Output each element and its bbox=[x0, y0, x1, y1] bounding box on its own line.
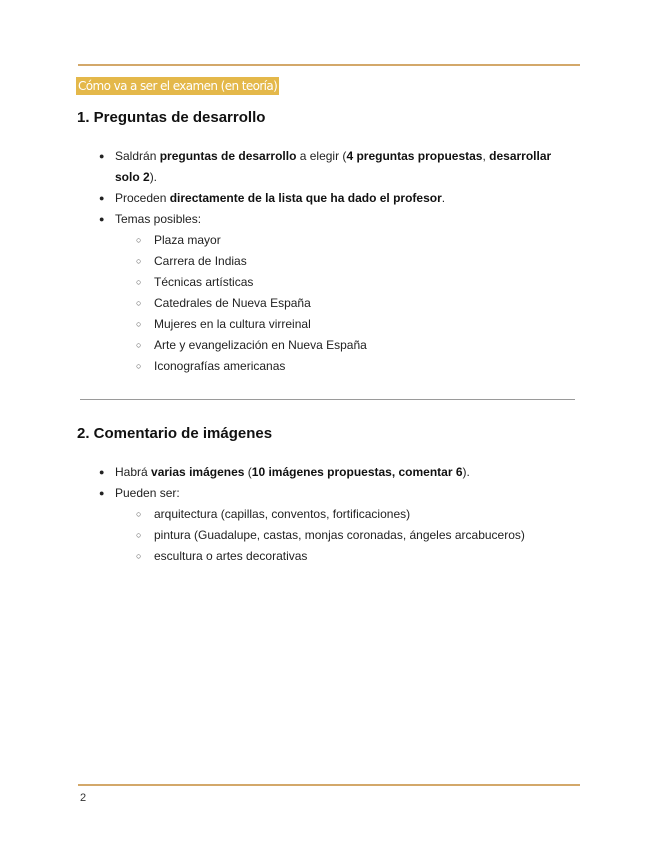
page-number: 2 bbox=[80, 792, 87, 804]
sub-item-text: arquitectura (capillas, conventos, fortificaciones) bbox=[154, 507, 411, 521]
circle-bullet-icon: ○ bbox=[136, 509, 142, 519]
topics-sublist bbox=[115, 230, 576, 377]
section-2-list bbox=[96, 462, 576, 567]
sub-list-item bbox=[115, 356, 576, 377]
circle-bullet-icon: ○ bbox=[136, 530, 142, 540]
sub-list-item bbox=[115, 293, 576, 314]
text-run: ). bbox=[149, 170, 158, 184]
text-run: ( bbox=[244, 465, 252, 479]
sub-item-text: pintura (Guadalupe, castas, monjas coronadas, ángeles arcabuceros) bbox=[154, 528, 525, 542]
list-item bbox=[96, 462, 576, 483]
sub-list-item bbox=[115, 335, 576, 356]
text-run: . bbox=[441, 191, 446, 205]
sub-list-item bbox=[115, 504, 576, 525]
image-types-sublist bbox=[115, 504, 576, 567]
text-run: Saldrán bbox=[115, 149, 160, 163]
bottom-rule bbox=[78, 784, 580, 786]
bullet-icon: ● bbox=[99, 467, 105, 477]
bold-text: preguntas de desarrollo bbox=[159, 149, 297, 163]
circle-bullet-icon: ○ bbox=[136, 256, 142, 266]
text-run: Temas posibles: bbox=[115, 212, 202, 226]
sub-item-text: escultura o artes decorativas bbox=[154, 549, 308, 563]
sub-item-text: Arte y evangelización en Nueva España bbox=[154, 338, 367, 352]
text-run: ). bbox=[462, 465, 470, 479]
section-divider bbox=[80, 399, 575, 400]
bullet-icon: ● bbox=[99, 488, 105, 498]
list-item bbox=[96, 483, 576, 567]
bullet-icon: ● bbox=[99, 193, 105, 203]
bold-text: directamente de la lista que ha dado el profesor bbox=[169, 191, 442, 205]
text-run: a elegir ( bbox=[296, 149, 347, 163]
circle-bullet-icon: ○ bbox=[136, 298, 142, 308]
bold-text: desarrollar solo 2 bbox=[115, 149, 552, 184]
bullet-icon: ● bbox=[99, 151, 105, 161]
text-run: Pueden ser: bbox=[115, 486, 180, 500]
list-item bbox=[96, 188, 576, 209]
top-rule bbox=[78, 64, 580, 66]
circle-bullet-icon: ○ bbox=[136, 361, 142, 371]
sub-item-text: Iconografías americanas bbox=[154, 359, 286, 373]
list-item bbox=[96, 209, 576, 377]
circle-bullet-icon: ○ bbox=[136, 277, 142, 287]
sub-item-text: Catedrales de Nueva España bbox=[154, 296, 311, 310]
section-2-heading: 2. Comentario de imágenes bbox=[77, 425, 273, 442]
sub-list-item bbox=[115, 314, 576, 335]
bullet-icon: ● bbox=[99, 214, 105, 224]
circle-bullet-icon: ○ bbox=[136, 235, 142, 245]
sub-item-text: Técnicas artísticas bbox=[154, 275, 254, 289]
bold-text: varias imágenes bbox=[151, 465, 245, 479]
sub-list-item bbox=[115, 230, 576, 251]
bold-text: 4 preguntas propuestas bbox=[346, 149, 483, 163]
text-run: Proceden bbox=[115, 191, 170, 205]
sub-list-item bbox=[115, 546, 576, 567]
circle-bullet-icon: ○ bbox=[136, 319, 142, 329]
sub-item-text: Carrera de Indias bbox=[154, 254, 247, 268]
sub-item-text: Plaza mayor bbox=[154, 233, 221, 247]
text-run: , bbox=[482, 149, 490, 163]
bold-text: 10 imágenes propuestas, comentar 6 bbox=[251, 465, 463, 479]
highlighted-title: Cómo va a ser el examen (en teoría) bbox=[78, 79, 278, 93]
sub-list-item bbox=[115, 525, 576, 546]
circle-bullet-icon: ○ bbox=[136, 340, 142, 350]
list-item bbox=[96, 146, 576, 188]
section-1-list bbox=[96, 146, 576, 377]
text-run: Habrá bbox=[115, 465, 152, 479]
sub-list-item bbox=[115, 251, 576, 272]
section-1-heading: 1. Preguntas de desarrollo bbox=[77, 109, 266, 126]
sub-list-item bbox=[115, 272, 576, 293]
sub-item-text: Mujeres en la cultura virreinal bbox=[154, 317, 311, 331]
circle-bullet-icon: ○ bbox=[136, 551, 142, 561]
